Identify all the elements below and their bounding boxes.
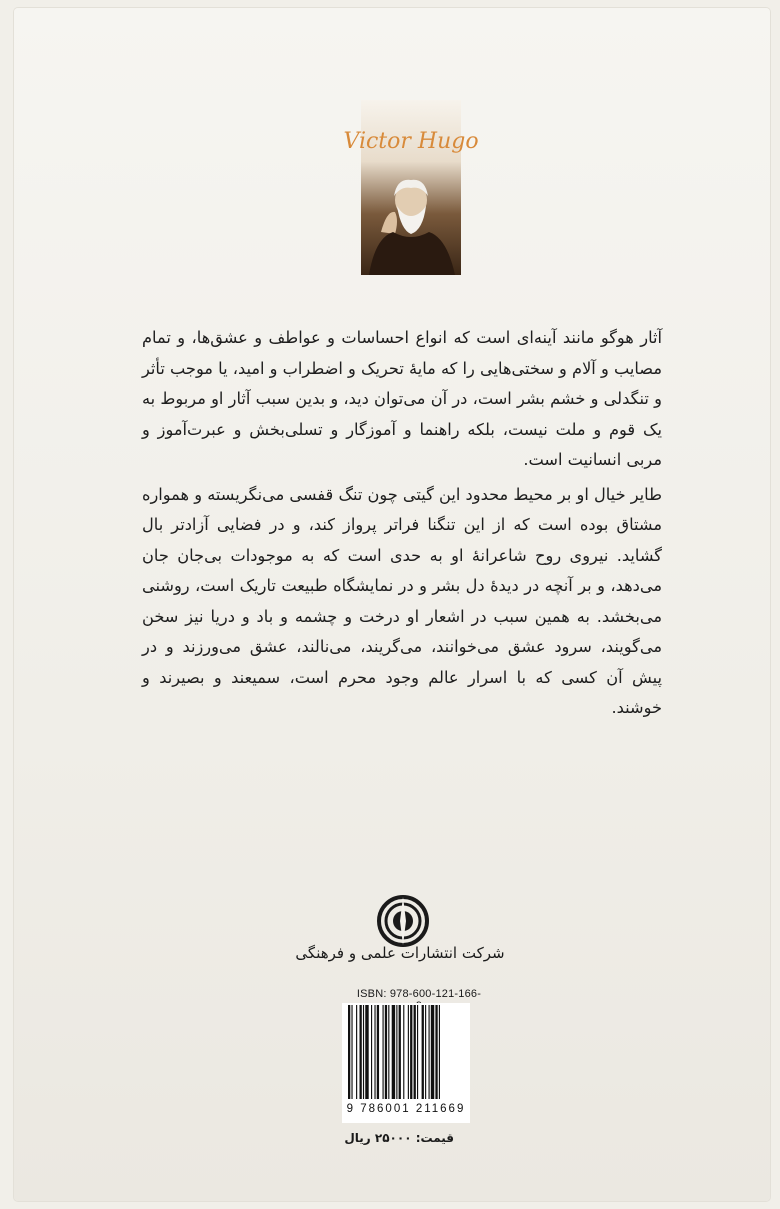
barcode — [342, 1003, 470, 1123]
pen-nib-circle-logo-icon — [373, 893, 433, 949]
publisher-name: شرکت انتشارات علمی و فرهنگی — [295, 944, 505, 962]
paragraph-1: آثار هوگو مانند آینه‌ای است که انواع احساسات و عواطف و عشق‌ها، و تمام مصایب و آلام و سختی‌هایی را که مایهٔ تحریک و اضطراب و امید، یا موجب تأثر و تنگدلی و خشم بشر است، در آن می‌توان دید، و بدین سبب آثار او مربوط به یک قوم و ملت نیست، بلکه راهنما و آموزگار و تسلی‌بخش و عبرت‌آموز و مربی انسانیت است. — [142, 328, 662, 469]
signature: Victor Hugo — [343, 129, 479, 154]
isbn-label: ISBN: 978-600-121-166- — [356, 988, 482, 1000]
paragraph-2: طایر خیال او بر محیط محدود این گیتی چون تنگ قفسی می‌نگریسته و همواره مشتاق بوده است که از این تنگنا فراتر پرواز کند، و در فضایی آزادتر بال گشاید. نیروی روح شاعرانهٔ او به حدی است که به موجودات بی‌جان جان می‌دهد، و بر آنچه در دیدهٔ دل بشر و در نمایشگاه طبیعت تاریک است، روشنی می‌بخشد. به همین سبب در اشعار او درخت و چشمه و باد و دریا نیز سخن می‌گویند، سرود عشق می‌خوانند، می‌گریند، می‌نالند، عشق می‌ورزند و در پیش آن کسی که با اسرار عالم وجود محرم است، سمیعند و بصیرند و خوشند. — [142, 484, 662, 717]
description-text — [142, 323, 662, 724]
portrait-illustration — [343, 100, 479, 275]
barcode-bars — [346, 1005, 466, 1101]
price-label: قیمت: ۲۵۰۰۰ ریال — [344, 1131, 454, 1145]
author-portrait — [343, 100, 479, 275]
barcode-digits: 9 786001 211669 — [346, 1103, 466, 1115]
